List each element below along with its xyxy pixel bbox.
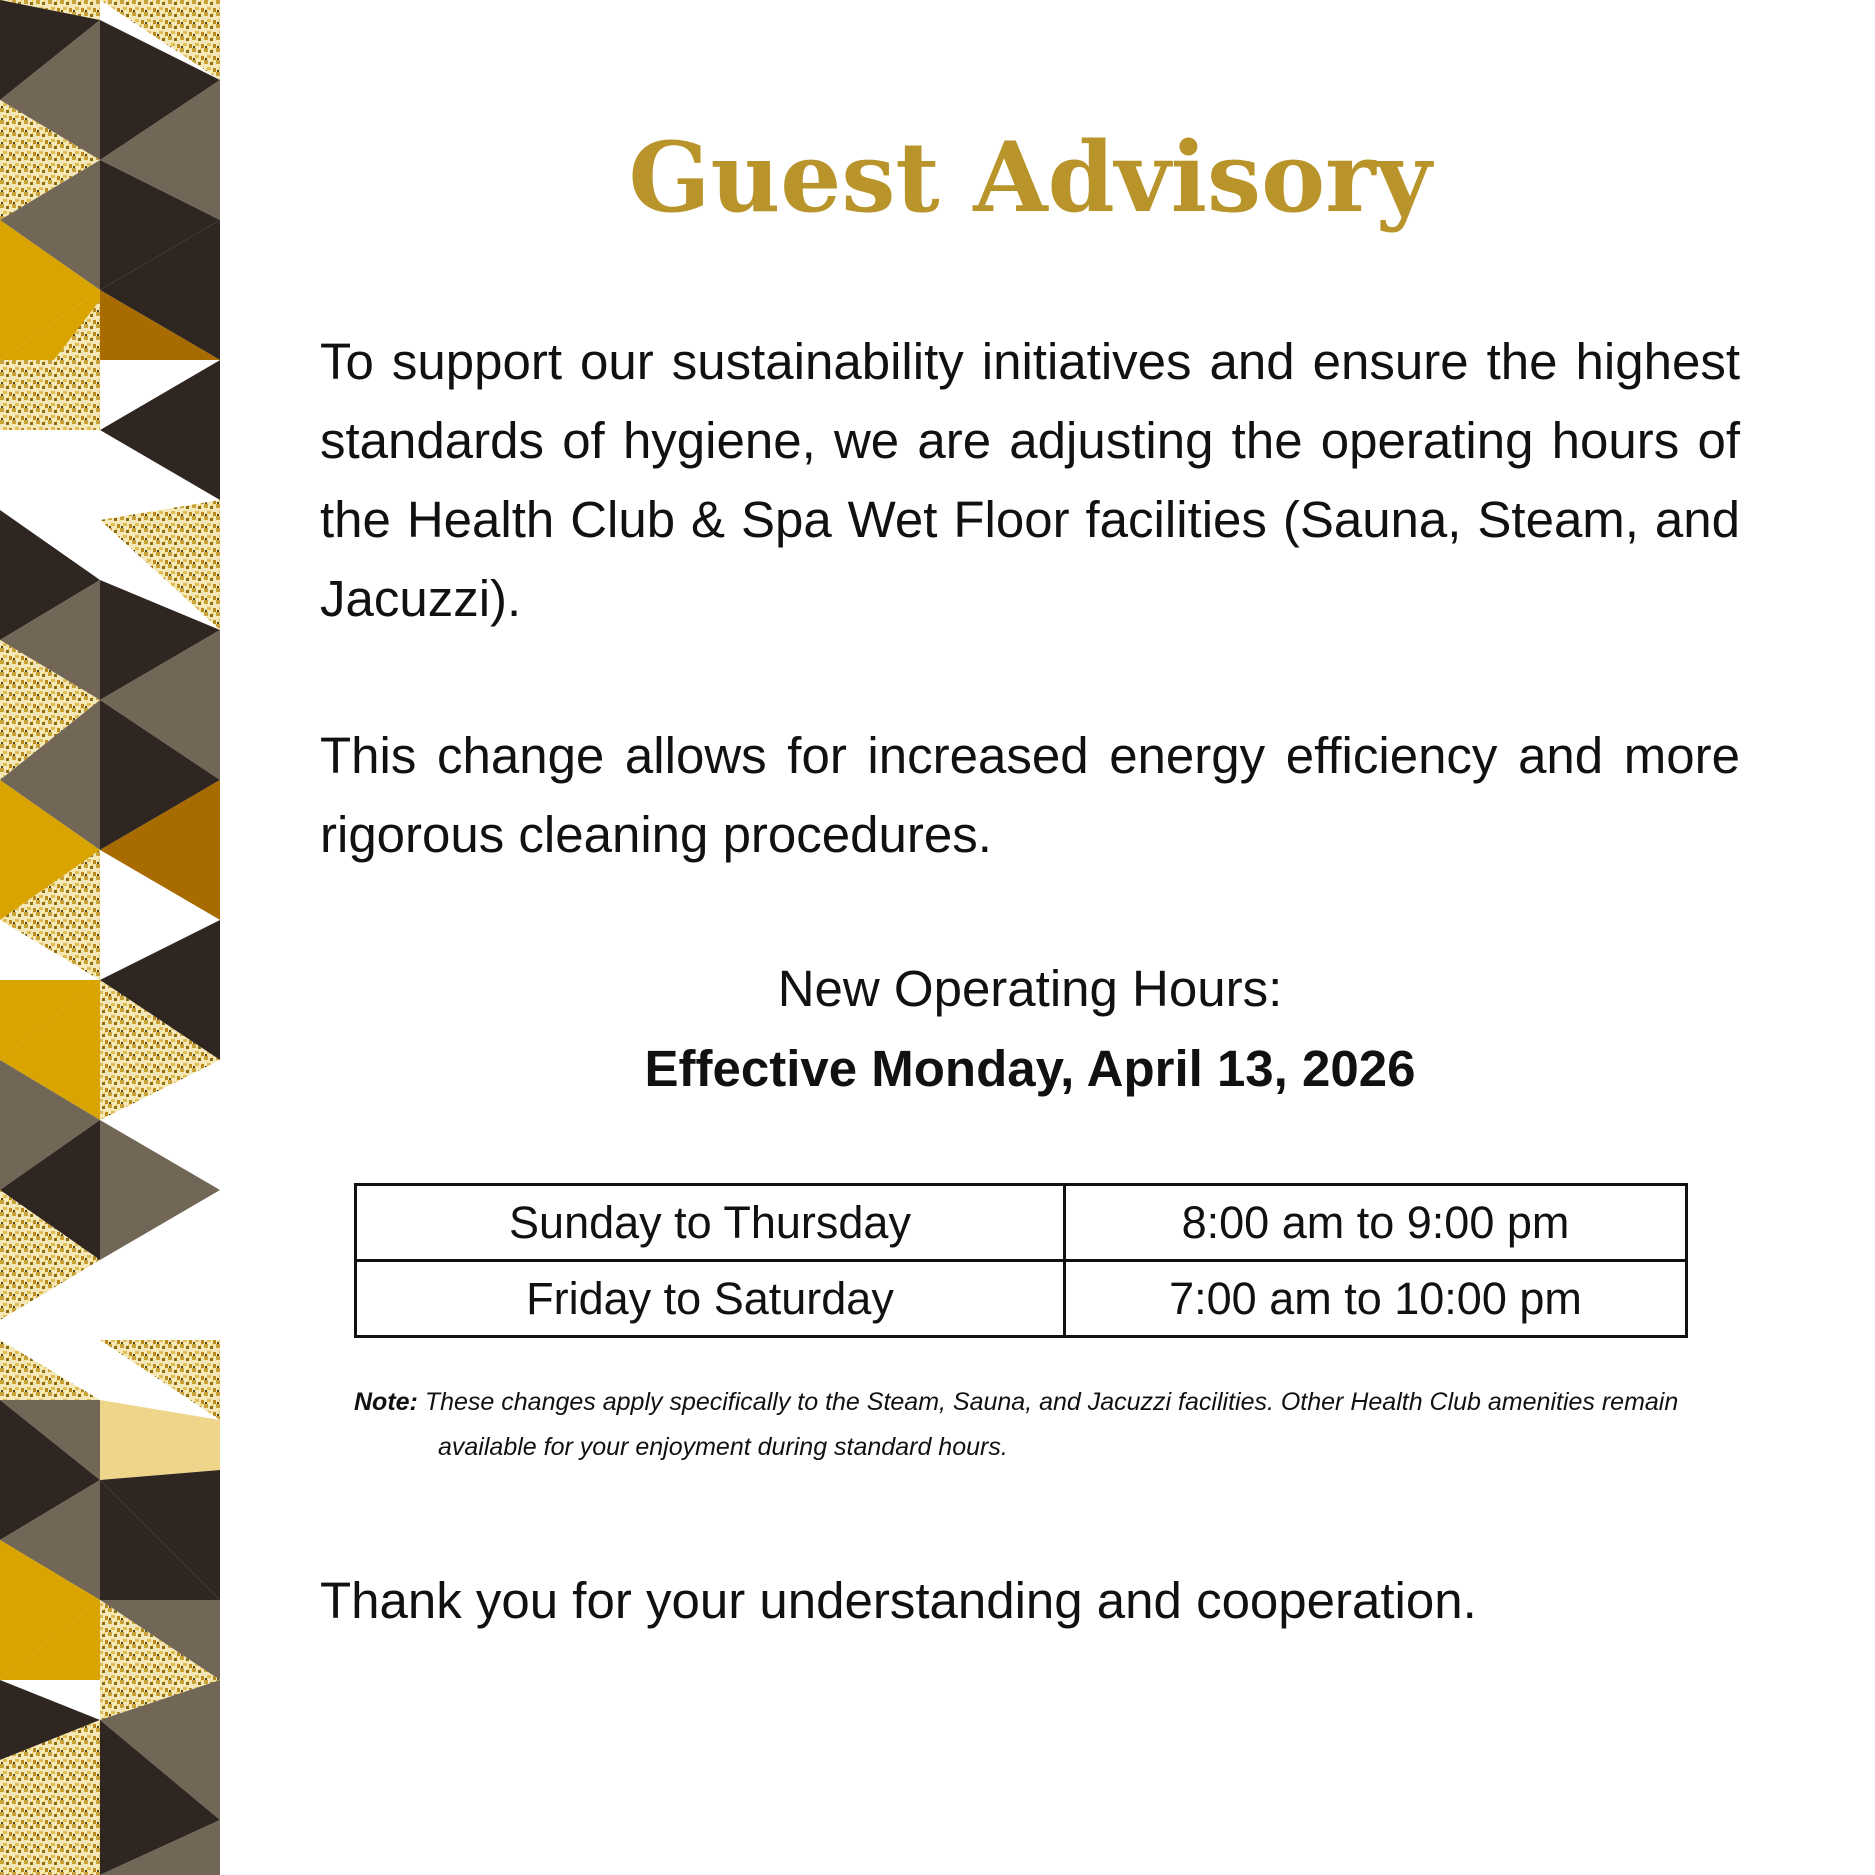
- geometric-triangle-pattern-icon: [0, 0, 220, 1875]
- reason-paragraph: This change allows for increased energy efficiency and more rigorous cleaning procedures.: [320, 727, 1740, 863]
- hours-cell: 7:00 am to 10:00 pm: [1065, 1261, 1687, 1337]
- pattern-triangle: [100, 1120, 220, 1260]
- closing-text: Thank you for your understanding and cooperation.: [320, 1572, 1477, 1629]
- advisory-content: [320, 0, 1740, 1875]
- pattern-triangle: [0, 1340, 100, 1400]
- table-row: [356, 1185, 1687, 1261]
- note-text: [354, 1380, 1694, 1470]
- table-row: [356, 1261, 1687, 1337]
- days-cell: Sunday to Thursday: [356, 1185, 1065, 1261]
- page-title: Guest Advisory: [628, 121, 1432, 234]
- intro-paragraph: To support our sustainability initiatives and ensure the highest standards of hygiene, we are adjusting the operating hours of the Health Club & Spa Wet Floor facilities (Sauna, Steam, and Jacuzzi).: [320, 333, 1740, 627]
- note-label: Note:: [354, 1388, 418, 1416]
- hours-heading: New Operating Hours:: [777, 960, 1283, 1017]
- hours-cell: 8:00 am to 9:00 pm: [1065, 1185, 1687, 1261]
- hours-table: [354, 1183, 1688, 1338]
- days-cell: Friday to Saturday: [356, 1261, 1065, 1337]
- effective-date: Effective Monday, April 13, 2026: [644, 1040, 1416, 1097]
- note-body: These changes apply specifically to the Steam, Sauna, and Jacuzzi facilities. Other Health Club amenities remain available for your enjoyment during standard hours.: [424, 1388, 1679, 1461]
